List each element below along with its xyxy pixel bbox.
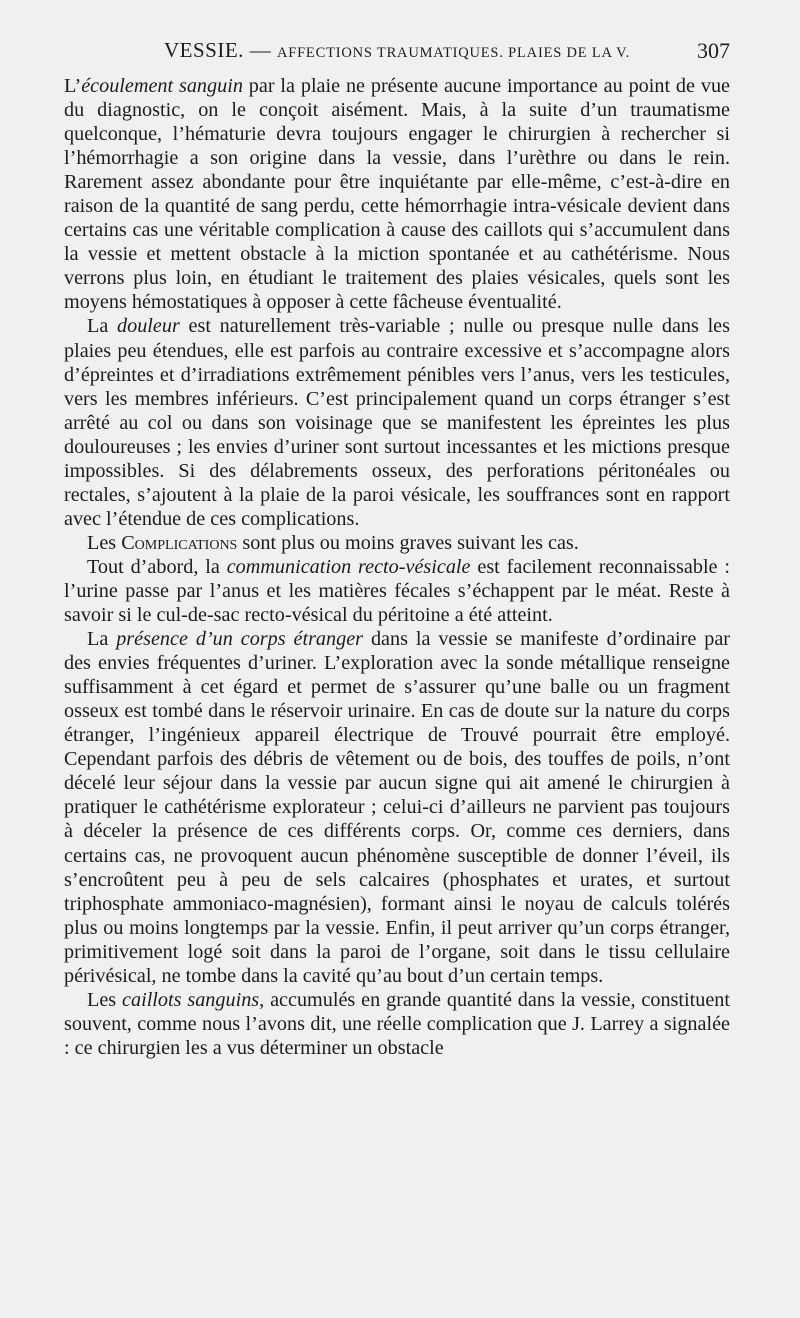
text-run: par la plaie ne présente aucune importance au point de vue du diagnostic, on le conçoit aisément. Mais, à la suite d’un traumatisme quelconque, l’hématurie devra toujours engager le chirurgien à rechercher si l’hémorrhagie a son origine dans la vessie, dans l’urèthre ou dans le rein. Rarement assez abondante pour être inquiétante par elle-même, c’est-à-dire en raison de la quantité de sang perdu, cette hémorrhagie intra-vésicale devient dans certains cas une véritable complication à cause des caillots qui s’accumulent dans la vessie et mettent obstacle à la miction spontanée et au cathétérisme. Nous verrons plus loin, en étudiant le traitement des plaies vésicales, quels sont les moyens hémostatiques à opposer à cette fâcheuse éventualité.	[64, 75, 730, 314]
page-number: 307	[697, 38, 730, 63]
paragraph	[64, 627, 730, 988]
body-text	[64, 74, 730, 1060]
small-caps-term: Complications	[121, 531, 238, 554]
italic-term: douleur	[117, 315, 180, 338]
paragraph	[64, 531, 730, 555]
paragraph	[64, 314, 730, 530]
header-subtitle: AFFECTIONS TRAUMATIQUES. PLAIES DE LA V.	[276, 45, 630, 61]
italic-term: présence d’un corps étranger	[116, 628, 364, 651]
text-run: est naturellement très-variable ; nulle ou presque nulle dans les plaies peu étendues, elle est parfois au contraire excessive et s’accompagne alors d’épreintes et d’irradiations extrêmement pénibles vers l’anus, vers les testicules, vers les membres inférieurs. C’est principalement quand un corps étranger s’est arrêté au col ou dans son voisinage que se manifestent les épreintes les plus douloureuses ; les envies d’uriner sont surtout incessantes et les mictions presque impossibles. Si des délabrements osseux, des perforations péritonéales ou rectales, s’ajoutent à la plaie de la paroi vésicale, les souffrances sont en rapport avec l’étendue de ces complications.	[64, 315, 730, 530]
running-title	[164, 38, 630, 63]
text-run: , accumulés en grande quantité dans la vessie, constituent souvent, comme nous l’avons dit, une réelle complication que J. Larrey a signalée : ce chirurgien les a vus déterminer un obstacle	[64, 988, 730, 1059]
text-run: Tout d’abord, la	[87, 555, 227, 578]
text-run: est facilement reconnaissable : l’urine passe par l’anus et les matières fécales s’échappent par le méat. Reste à savoir si le cul-de-sac recto-vésical du péritoine a été atteint.	[64, 555, 730, 627]
italic-term: écoulement sanguin	[81, 75, 243, 97]
text-run: La	[87, 628, 117, 651]
paragraph	[64, 74, 730, 314]
running-header	[64, 38, 730, 72]
paragraph	[64, 988, 730, 1060]
italic-term: communication recto-vésicale	[226, 555, 471, 578]
text-run: La	[87, 315, 118, 338]
text-run: sont plus ou moins graves suivant les cas.	[237, 531, 579, 554]
paragraph	[64, 555, 730, 627]
header-dash: —	[249, 38, 272, 62]
text-run: Les	[87, 531, 122, 554]
text-run: dans la vessie se manifeste d’ordinaire par des envies fréquentes d’uriner. L’exploration avec la sonde métallique renseigne suffisamment à cet égard et permet de s’assurer qu’une balle ou un fragment osseux est tombé dans le réservoir urinaire. En cas de doute sur la nature du corps étranger, l’ingénieux appareil électrique de Trouvé pourrait être employé. Cependant parfois des débris de vêtement ou de bois, des touffes de poils, n’ont décelé leur séjour dans la vessie par aucun signe qui ait amené le chirurgien à pratiquer le cathétérisme explorateur ; celui-ci d’ailleurs ne parvient pas toujours à déceler la présence de ces différents corps. Or, comme ces derniers, dans certains cas, ne provoquent aucun phénomène susceptible de donner l’éveil, ils s’encroûtent peu à peu de sels calcaires (phosphates et urates, et surtout triphosphate ammoniaco-magnésien), formant ainsi le noyau de calculs tolérés plus ou moins longtemps par la vessie. Enfin, il peut arriver qu’un corps étranger, primitivement logé soit dans la paroi de l’organe, soit dans le tissu cellulaire périvésical, ne tombe dans la cavité qu’au bout d’un certain temps.	[64, 628, 731, 987]
italic-term: caillots sanguins	[122, 988, 260, 1011]
text-run: Les	[87, 988, 123, 1011]
header-title: VESSIE.	[164, 38, 244, 62]
text-run: L’	[64, 75, 82, 97]
